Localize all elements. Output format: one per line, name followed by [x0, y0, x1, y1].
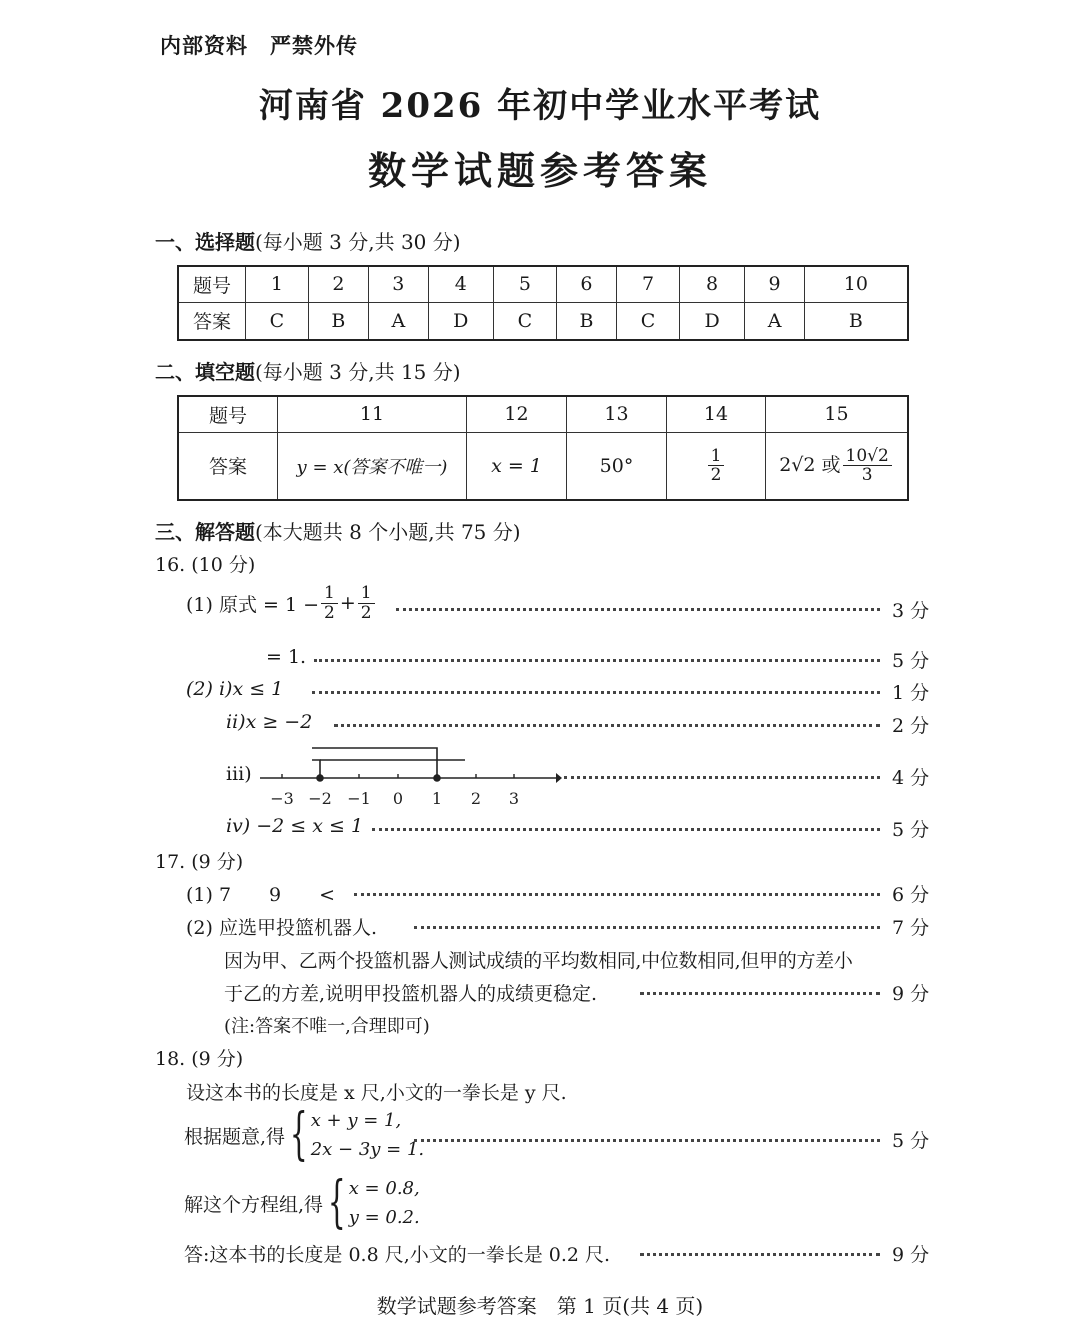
tick-label: 1 — [431, 789, 443, 808]
q17-label: 17. (9 分) — [155, 851, 244, 873]
q16-step-ii: ⅱ)x ≥ −2 — [226, 711, 313, 733]
q17-part2: (2) 应选甲投篮机器人. — [186, 917, 377, 939]
choice-answer: C — [246, 302, 309, 340]
choice-number: 6 — [556, 266, 616, 302]
section2-heading-row — [155, 356, 461, 385]
closed-point-right — [433, 774, 441, 782]
q18-eq-prefix: 根据题意,得 — [184, 1125, 286, 1148]
fraction-denominator: 2 — [360, 602, 372, 623]
leader-dots — [640, 1253, 880, 1256]
q16-step-iv: ⅳ) −2 ≤ x ≤ 1 — [226, 815, 364, 837]
score-mark: 5 分 — [892, 1130, 930, 1152]
score-mark: 1 分 — [892, 682, 930, 704]
score-mark: 2 分 — [892, 715, 930, 737]
choice-answer: D — [679, 302, 744, 340]
score-mark: 5 分 — [892, 650, 930, 672]
fraction-denominator: 2 — [324, 602, 335, 623]
answer-15-fraction — [843, 447, 892, 485]
fill-number: 11 — [278, 396, 467, 432]
row-label-question: 题号 — [178, 266, 246, 302]
answer-15-part1: 2√2 或 — [779, 453, 841, 476]
solution-1: x = 0.8, — [348, 1178, 420, 1199]
q18-answer: 答:这本书的长度是 0.8 尺,小文的一拳长是 0.2 尺. — [184, 1244, 611, 1266]
q16-part1-expression — [186, 584, 377, 622]
section3-heading-row — [155, 516, 521, 545]
fill-number: 12 — [467, 396, 567, 432]
choice-number-row — [178, 266, 908, 302]
closed-point-left — [316, 774, 324, 782]
answer-14-fraction — [708, 447, 725, 485]
row-label-question: 题号 — [178, 396, 278, 432]
choice-answer: B — [804, 302, 908, 340]
fraction-numerator: 10√2 — [843, 447, 892, 467]
number-line-figure — [260, 740, 562, 812]
q17-part1: (1) 7 9 < — [186, 884, 336, 906]
choice-answer: C — [494, 302, 557, 340]
answer-15 — [766, 432, 909, 500]
leader-dots — [354, 893, 880, 896]
fraction-numerator: 1 — [708, 447, 725, 467]
q16-fraction-2 — [358, 584, 375, 622]
answer-11: y = x(答案不唯一) — [278, 432, 467, 500]
equation-lines — [311, 1106, 424, 1164]
score-mark: 9 分 — [892, 983, 930, 1005]
q16-part1-result: = 1. — [266, 646, 307, 668]
choice-number: 9 — [745, 266, 804, 302]
q17-reason-line1: 因为甲、乙两个投篮机器人测试成绩的平均数相同,中位数相同,但甲的方差小 — [224, 950, 853, 972]
solution-lines — [349, 1174, 420, 1232]
q18-equation-system — [184, 1102, 425, 1167]
leader-dots — [414, 1139, 880, 1142]
tick-labels — [270, 789, 519, 808]
choice-number: 3 — [369, 266, 428, 302]
tick-label: 2 — [470, 789, 482, 808]
leader-dots — [372, 828, 880, 831]
choice-number: 4 — [428, 266, 493, 302]
score-mark: 5 分 — [892, 819, 930, 841]
score-mark: 7 分 — [892, 917, 930, 939]
fill-answer-row — [178, 432, 908, 500]
choice-number: 1 — [246, 266, 309, 302]
leader-dots — [334, 724, 880, 727]
section1-heading-row — [155, 226, 461, 255]
choice-answer: B — [308, 302, 368, 340]
q18-sol-prefix: 解这个方程组,得 — [184, 1193, 324, 1216]
fraction-numerator: 1 — [358, 584, 375, 604]
leader-dots — [640, 992, 880, 995]
leader-dots — [314, 659, 880, 662]
fill-number: 14 — [667, 396, 766, 432]
axis-arrow-icon — [556, 773, 562, 783]
choice-answer: C — [617, 302, 680, 340]
tick-label: 0 — [392, 789, 404, 808]
section2-note: (每小题 3 分,共 15 分) — [255, 360, 461, 384]
q18-label: 18. (9 分) — [155, 1048, 244, 1070]
choice-number: 7 — [617, 266, 680, 302]
choice-answer-table — [177, 265, 909, 341]
choice-answer-row — [178, 302, 908, 340]
tick-label: −2 — [308, 789, 332, 808]
choice-answer: A — [745, 302, 804, 340]
q16-part1-prefix: (1) 原式 = 1 − — [186, 593, 320, 616]
choice-answer: D — [428, 302, 493, 340]
page-footer: 数学试题参考答案 第 1 页(共 4 页) — [376, 1294, 704, 1318]
section3-note: (本大题共 8 个小题,共 75 分) — [255, 520, 521, 544]
q17-reason-line2: 于乙的方差,说明甲投篮机器人的成绩更稳定. — [224, 983, 598, 1005]
q16-step-iii: ⅲ) — [226, 763, 252, 785]
choice-answer: B — [556, 302, 616, 340]
document-title: 数学试题参考答案 — [367, 148, 712, 193]
choice-number: 8 — [679, 266, 744, 302]
exam-title: 河南省 2026 年初中学业水平考试 — [258, 86, 822, 126]
q17-note: (注:答案不唯一,合理即可) — [224, 1016, 430, 1037]
left-brace-icon: { — [327, 1170, 346, 1235]
plus-sign: + — [339, 592, 356, 615]
row-label-answer: 答案 — [178, 302, 246, 340]
tick-label: 3 — [508, 789, 520, 808]
fill-number: 13 — [567, 396, 667, 432]
score-mark: 9 分 — [892, 1244, 930, 1266]
solution-2: y = 0.2. — [348, 1207, 420, 1228]
fraction-denominator: 2 — [710, 465, 722, 486]
equation-2: 2x − 3y = 1. — [310, 1139, 425, 1160]
q16-label: 16. (10 分) — [155, 554, 256, 576]
row-label-answer: 答案 — [178, 432, 278, 500]
answer-12: x = 1 — [467, 432, 567, 500]
answer-13: 50° — [567, 432, 667, 500]
choice-number: 2 — [308, 266, 368, 302]
q16-step-i: (2) ⅰ)x ≤ 1 — [186, 678, 284, 700]
answer-14 — [667, 432, 766, 500]
fill-number: 15 — [766, 396, 909, 432]
score-mark: 4 分 — [892, 767, 930, 789]
equation-1: x + y = 1, — [310, 1110, 402, 1131]
score-mark: 3 分 — [892, 600, 930, 622]
fill-number-row — [178, 396, 908, 432]
solution-bracket-le — [312, 748, 437, 778]
fraction-numerator: 1 — [321, 584, 338, 604]
q18-setup: 设这本书的长度是 x 尺,小文的一拳长是 y 尺. — [186, 1082, 567, 1104]
leader-dots — [312, 691, 880, 694]
section1-note: (每小题 3 分,共 30 分) — [255, 230, 461, 254]
q16-fraction-1 — [321, 584, 338, 622]
fill-blank-answer-table — [177, 395, 909, 501]
choice-answer: A — [369, 302, 428, 340]
leader-dots — [396, 608, 880, 611]
choice-number: 5 — [494, 266, 557, 302]
header-note: 内部资料 严禁外传 — [160, 34, 358, 58]
leader-dots — [564, 776, 880, 779]
section2-heading: 二、填空题 — [155, 360, 255, 384]
choice-number: 10 — [804, 266, 908, 302]
section3-heading: 三、解答题 — [155, 520, 255, 544]
tick-label: −3 — [270, 789, 294, 808]
fraction-denominator: 3 — [861, 465, 873, 486]
leader-dots — [414, 926, 880, 929]
score-mark: 6 分 — [892, 884, 930, 906]
section1-heading: 一、选择题 — [155, 230, 255, 254]
q18-solution-system — [184, 1170, 420, 1235]
tick-label: −1 — [347, 789, 371, 808]
left-brace-icon: { — [289, 1102, 308, 1167]
